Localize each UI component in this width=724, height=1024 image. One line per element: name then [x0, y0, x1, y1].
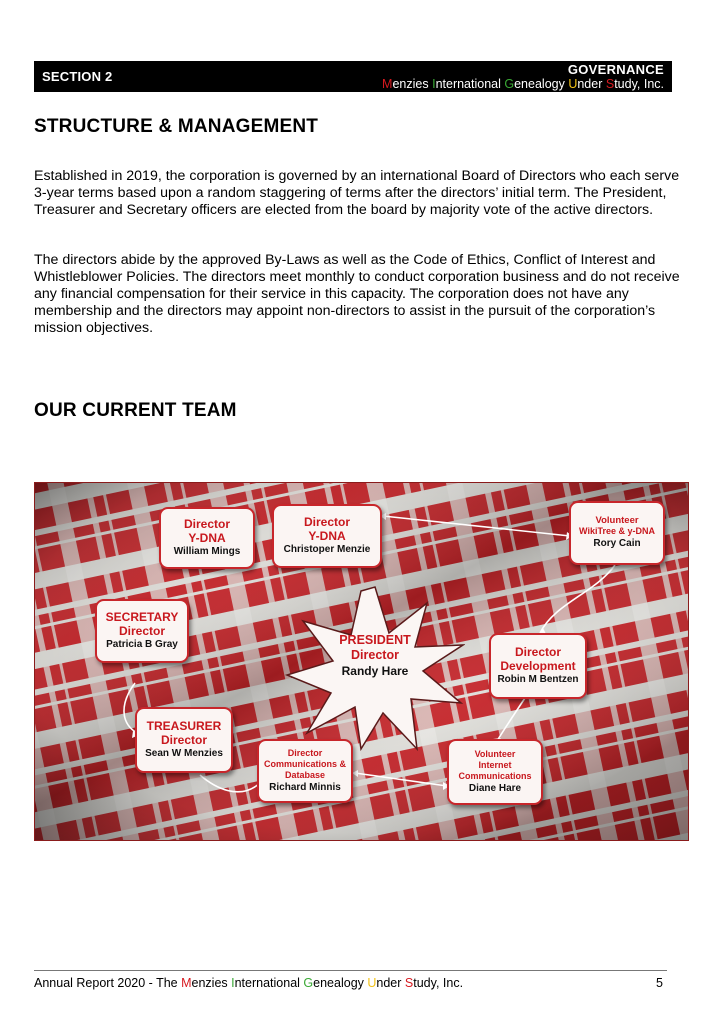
president-text — [285, 633, 465, 679]
org-initial-i: I — [231, 976, 235, 990]
president-title: PRESIDENT — [339, 633, 411, 647]
org-initial-i: I — [432, 77, 436, 91]
card-role-detail: Internet — [478, 759, 512, 770]
footer-divider — [34, 970, 667, 971]
card-role: Director — [303, 515, 350, 529]
card-role-detail: WikiTree & y-DNA — [579, 526, 655, 536]
structure-paragraph-1: Established in 2019, the corporation is governed by an international Board of Directors who each serve 3-year terms based upon a random staggering of terms after the directors’ initial term. The President, Treasurer and Secretary officers are elected from the board by majority vote of the active directors. — [34, 168, 680, 218]
org-initial-g: G — [504, 77, 515, 91]
header-right — [382, 62, 664, 91]
team-card-director-ydna-william — [159, 507, 255, 569]
team-org-chart — [34, 482, 689, 841]
footer-prefix: Annual Report 2020 - The — [34, 976, 182, 990]
card-role-detail: Director — [118, 624, 165, 638]
org-initial-s: S — [605, 77, 615, 91]
card-role: SECRETARY — [105, 610, 179, 624]
org-word-rest: nder — [577, 77, 606, 91]
structure-paragraph-2: The directors abide by the approved By-Laws as well as the Code of Ethics, Conflict of Interest and Whistleblower Policies. The directors meet monthly to conduct corporation business and do not receive any financial compensation for their service in this capacity. The corporation does not have any membership and the directors may appoint non-directors to assist in the pursuit of the corporation’s mission objectives. — [34, 252, 680, 336]
org-word-rest: nternational — [435, 77, 505, 91]
section-header-bar — [34, 61, 672, 92]
card-role: Volunteer — [474, 748, 516, 759]
president-role: Director — [351, 648, 399, 662]
card-role-detail: Y-DNA — [308, 529, 346, 543]
card-name: Robin M Bentzen — [497, 674, 579, 685]
team-card-director-ydna-christoper — [272, 504, 382, 568]
team-card-volunteer-wikitree — [569, 501, 665, 565]
card-name: Patricia B Gray — [106, 639, 178, 650]
org-initial-m: M — [382, 77, 393, 91]
card-role: Volunteer — [595, 515, 639, 526]
org-word-rest: nternational — [234, 976, 304, 990]
card-name: Richard Minnis — [269, 781, 341, 793]
org-initial-s: S — [404, 976, 414, 990]
org-word-rest: enzies — [191, 976, 232, 990]
org-word-rest: tudy, Inc. — [614, 77, 664, 91]
card-role: TREASURER — [146, 719, 222, 733]
card-role-detail-2: Database — [284, 769, 326, 780]
card-role-detail: Director — [160, 733, 207, 747]
card-name: Diane Hare — [468, 782, 522, 794]
team-card-treasurer — [135, 707, 233, 773]
card-role-detail: Development — [500, 659, 576, 673]
team-card-secretary — [95, 599, 189, 663]
org-word-rest: tudy, Inc. — [413, 976, 464, 990]
header-section-title: GOVERNANCE — [567, 62, 664, 77]
card-role-detail-2: Communications — [458, 770, 532, 781]
card-name: Sean W Menzies — [145, 748, 223, 759]
structure-title: STRUCTURE & MANAGEMENT — [34, 116, 319, 137]
org-word-rest: enzies — [392, 77, 433, 91]
card-role-detail: Y-DNA — [188, 531, 226, 545]
card-name: Rory Cain — [593, 538, 641, 549]
team-card-volunteer-internet — [447, 739, 543, 805]
team-card-director-communications — [257, 739, 353, 803]
page-number: 5 — [656, 976, 663, 990]
president-star — [285, 583, 465, 753]
card-role-detail: Communications & — [263, 758, 346, 769]
org-word-rest: nder — [376, 976, 405, 990]
org-word-rest: enealogy — [514, 77, 569, 91]
header-org-name — [382, 77, 664, 91]
card-name: William Mings — [173, 546, 241, 557]
org-initial-u: U — [367, 976, 377, 990]
footer-text — [34, 976, 463, 990]
org-word-rest: enealogy — [313, 976, 368, 990]
section-label: SECTION 2 — [42, 69, 113, 84]
org-initial-u: U — [568, 77, 578, 91]
president-name: Randy Hare — [341, 664, 409, 678]
org-initial-g: G — [303, 976, 314, 990]
org-initial-m: M — [181, 976, 192, 990]
card-role: Director — [514, 645, 561, 659]
card-name: Christoper Menzie — [283, 544, 371, 555]
team-card-director-development — [489, 633, 587, 699]
card-role: Director — [183, 517, 230, 531]
card-role: Director — [287, 747, 323, 758]
team-title: OUR CURRENT TEAM — [34, 400, 237, 421]
